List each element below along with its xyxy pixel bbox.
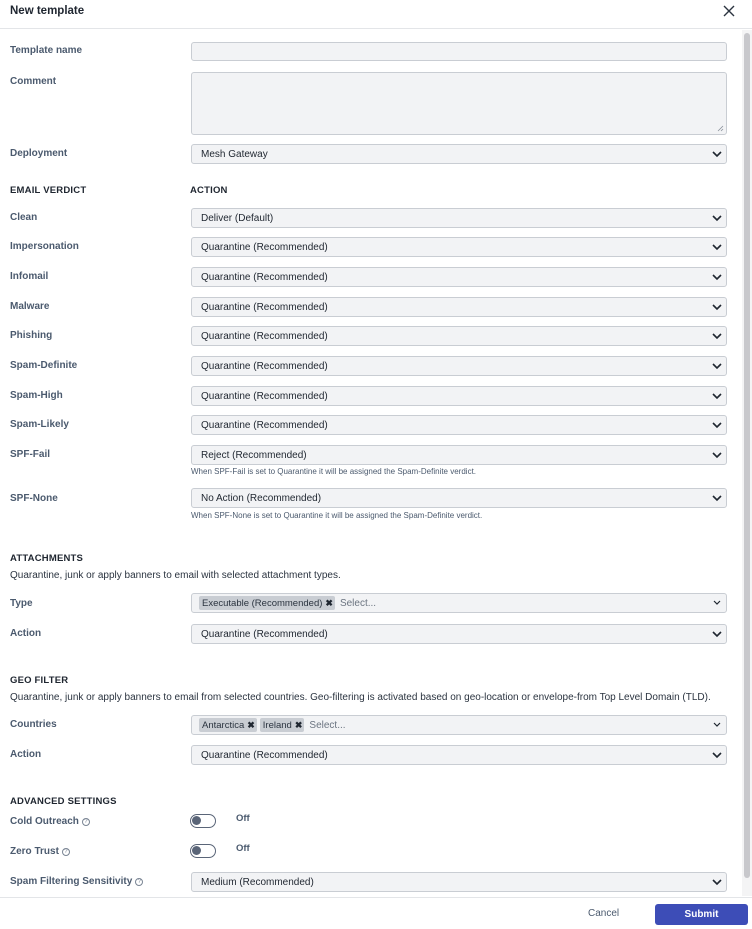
resize-handle-icon[interactable] [717,125,724,132]
verdict-label-impersonation: Impersonation [10,241,79,252]
verdict-select-spam-definite[interactable] [191,356,727,376]
chevron-down-icon [712,243,722,251]
tag-antarctica [199,718,257,732]
chevron-down-icon [712,214,722,222]
chevron-down-icon [712,878,722,886]
chevron-down-icon [712,599,722,607]
deployment-select[interactable] [191,144,727,164]
chevron-down-icon [712,421,722,429]
geo-action-select[interactable] [191,745,727,765]
dialog-header [0,0,752,29]
countries-placeholder[interactable]: Select... [309,719,346,731]
tag-label: Executable (Recommended) [202,597,323,609]
deployment-label: Deployment [10,148,68,159]
verdict-value: Quarantine (Recommended) [201,391,328,402]
verdict-label-spam-high: Spam-High [10,390,63,401]
geo-action-label: Action [10,749,42,760]
attachments-description: Quarantine, junk or apply banners to email with selected attachment types. [10,570,341,581]
spf-fail-hint: When SPF-Fail is set to Quarantine it will be assigned the Spam-Definite verdict. [191,467,477,476]
cold-outreach-text: Cold Outreach [10,816,79,827]
verdict-label-clean: Clean [10,212,38,223]
attachment-action-value: Quarantine (Recommended) [201,629,328,640]
cold-outreach-state: Off [236,813,250,824]
tag-remove-icon[interactable]: ✖ [294,719,303,730]
attachment-type-label: Type [10,598,33,609]
countries-label: Countries [10,719,57,730]
sensitivity-text: Spam Filtering Sensitivity [10,876,133,887]
verdict-value: Quarantine (Recommended) [201,302,328,313]
help-circle-icon[interactable]: ? [62,848,70,856]
tag-label: Ireland [262,719,292,731]
sensitivity-label [10,876,143,887]
cold-outreach-toggle[interactable] [190,814,216,828]
verdict-select-spam-likely[interactable] [191,415,727,435]
verdict-select-spf-none[interactable] [191,488,727,508]
cold-outreach-label [10,816,90,827]
deployment-value: Mesh Gateway [201,149,268,160]
attachment-type-multiselect[interactable] [191,593,727,613]
advanced-settings-heading: ADVANCED SETTINGS [10,796,117,807]
action-heading: ACTION [190,185,228,196]
chevron-down-icon [712,494,722,502]
tag-remove-icon[interactable]: ✖ [325,597,333,608]
cancel-button[interactable]: Cancel [588,908,620,919]
template-name-input[interactable] [191,42,727,61]
verdict-select-phishing[interactable] [191,326,727,346]
dialog-title: New template [10,5,85,17]
scrollbar[interactable] [742,30,752,896]
zero-trust-state: Off [236,843,250,854]
tag-remove-icon[interactable]: ✖ [247,719,255,730]
verdict-select-impersonation[interactable] [191,237,727,257]
chevron-down-icon [712,332,722,340]
zero-trust-toggle[interactable] [190,844,216,858]
dialog-footer [0,897,752,929]
verdict-label-spf-fail: SPF-Fail [10,449,51,460]
verdict-value: Quarantine (Recommended) [201,272,328,283]
chevron-down-icon [712,751,722,759]
dialog-body [0,30,742,896]
comment-label: Comment [10,76,57,87]
chevron-down-icon [712,150,722,158]
verdict-select-clean[interactable] [191,208,727,228]
verdict-value: No Action (Recommended) [201,493,322,504]
tag-executable [199,596,335,610]
geo-action-value: Quarantine (Recommended) [201,750,328,761]
chevron-down-icon [712,451,722,459]
comment-textarea[interactable] [191,72,727,135]
help-circle-icon[interactable]: ? [82,818,90,826]
chevron-down-icon [712,721,722,729]
toggle-knob [192,846,201,855]
verdict-label-infomail: Infomail [10,271,49,282]
email-verdict-heading: EMAIL VERDICT [10,185,87,196]
verdict-label-phishing: Phishing [10,330,53,341]
chevron-down-icon [712,273,722,281]
chevron-down-icon [712,630,722,638]
verdict-select-infomail[interactable] [191,267,727,287]
chevron-down-icon [712,392,722,400]
zero-trust-label [10,846,70,857]
verdict-label-malware: Malware [10,301,50,312]
verdict-value: Deliver (Default) [201,213,274,224]
submit-button[interactable]: Submit [655,904,748,925]
verdict-select-spf-fail[interactable] [191,445,727,465]
spf-none-hint: When SPF-None is set to Quarantine it will be assigned the Spam-Definite verdict. [191,511,483,520]
verdict-label-spam-definite: Spam-Definite [10,360,78,371]
verdict-value: Reject (Recommended) [201,450,307,461]
verdict-value: Quarantine (Recommended) [201,420,328,431]
attachments-heading: ATTACHMENTS [10,553,84,564]
tag-label: Antarctica [202,719,245,731]
geo-filter-description: Quarantine, junk or apply banners to email from selected countries. Geo-filtering is activated based on geo-location or envelope-from Top Level Domain (TLD). [10,692,711,703]
chevron-down-icon [712,303,722,311]
attachment-action-label: Action [10,628,42,639]
verdict-value: Quarantine (Recommended) [201,242,328,253]
geo-filter-heading: GEO FILTER [10,675,69,686]
toggle-knob [192,816,201,825]
template-name-label: Template name [10,45,83,56]
tag-ireland [260,718,305,732]
verdict-select-malware[interactable] [191,297,727,317]
sensitivity-value: Medium (Recommended) [201,877,314,888]
verdict-select-spam-high[interactable] [191,386,727,406]
attachment-type-placeholder[interactable]: Select... [339,597,377,609]
zero-trust-text: Zero Trust [10,846,59,857]
attachment-action-select[interactable] [191,624,727,644]
verdict-value: Quarantine (Recommended) [201,331,328,342]
verdict-value: Quarantine (Recommended) [201,361,328,372]
verdict-label-spf-none: SPF-None [10,493,58,504]
sensitivity-select[interactable] [191,872,727,892]
verdict-label-spam-likely: Spam-Likely [10,419,69,430]
scrollbar-thumb[interactable] [744,33,750,878]
countries-multiselect[interactable] [191,715,727,735]
help-circle-icon[interactable]: ? [135,878,143,886]
chevron-down-icon [712,362,722,370]
close-icon[interactable] [722,4,736,18]
